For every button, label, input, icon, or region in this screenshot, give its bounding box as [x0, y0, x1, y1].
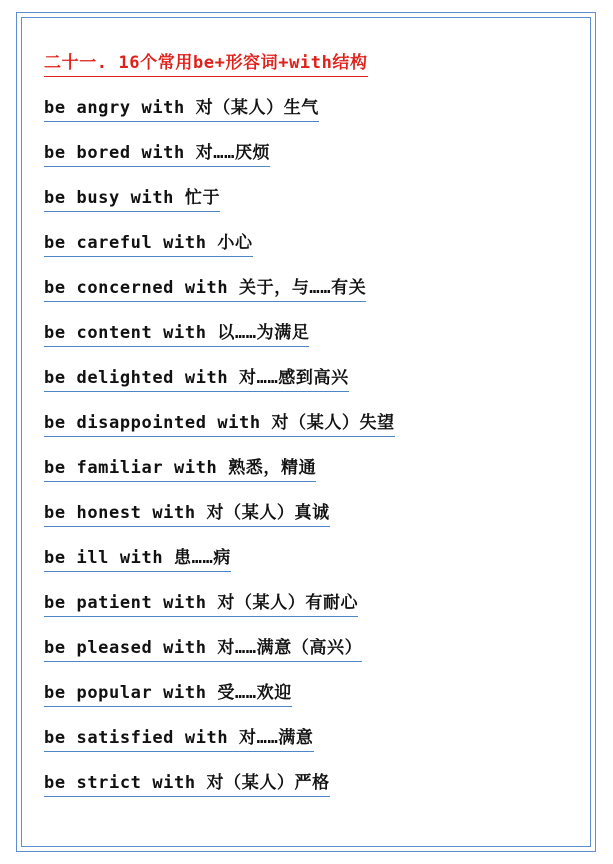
- list-item: [44, 412, 574, 457]
- phrase-text: be delighted with 对……感到高兴: [44, 367, 349, 392]
- list-item: [44, 367, 574, 412]
- list-item: [44, 232, 574, 277]
- phrase-text: be concerned with 关于，与……有关: [44, 277, 366, 302]
- phrase-text: be honest with 对（某人）真诚: [44, 502, 330, 527]
- list-item: [44, 322, 574, 367]
- list-item: [44, 142, 574, 187]
- list-item: [44, 277, 574, 322]
- phrase-text: be familiar with 熟悉，精通: [44, 457, 316, 482]
- phrase-text: be patient with 对（某人）有耐心: [44, 592, 358, 617]
- list-item: [44, 97, 574, 142]
- section-title-text: 二十一. 16个常用be+形容词+with结构: [44, 52, 368, 77]
- list-item: [44, 682, 574, 727]
- list-item: [44, 727, 574, 772]
- phrase-text: be ill with 患……病: [44, 547, 231, 572]
- phrase-text: be pleased with 对……满意（高兴）: [44, 637, 362, 662]
- section-title: [44, 52, 574, 97]
- phrase-text: be bored with 对……厌烦: [44, 142, 270, 167]
- list-item: [44, 457, 574, 502]
- list-item: [44, 502, 574, 547]
- phrase-text: be careful with 小心: [44, 232, 253, 257]
- list-item: [44, 772, 574, 817]
- phrase-text: be content with 以……为满足: [44, 322, 309, 347]
- phrase-text: be popular with 受……欢迎: [44, 682, 292, 707]
- list-item: [44, 547, 574, 592]
- list-item: [44, 592, 574, 637]
- phrase-text: be disappointed with 对（某人）失望: [44, 412, 395, 437]
- phrase-text: be satisfied with 对……满意: [44, 727, 314, 752]
- phrase-text: be busy with 忙于: [44, 187, 220, 212]
- list-item: [44, 187, 574, 232]
- phrase-list: [44, 52, 574, 817]
- list-item: [44, 637, 574, 682]
- phrase-text: be angry with 对（某人）生气: [44, 97, 319, 122]
- phrase-text: be strict with 对（某人）严格: [44, 772, 330, 797]
